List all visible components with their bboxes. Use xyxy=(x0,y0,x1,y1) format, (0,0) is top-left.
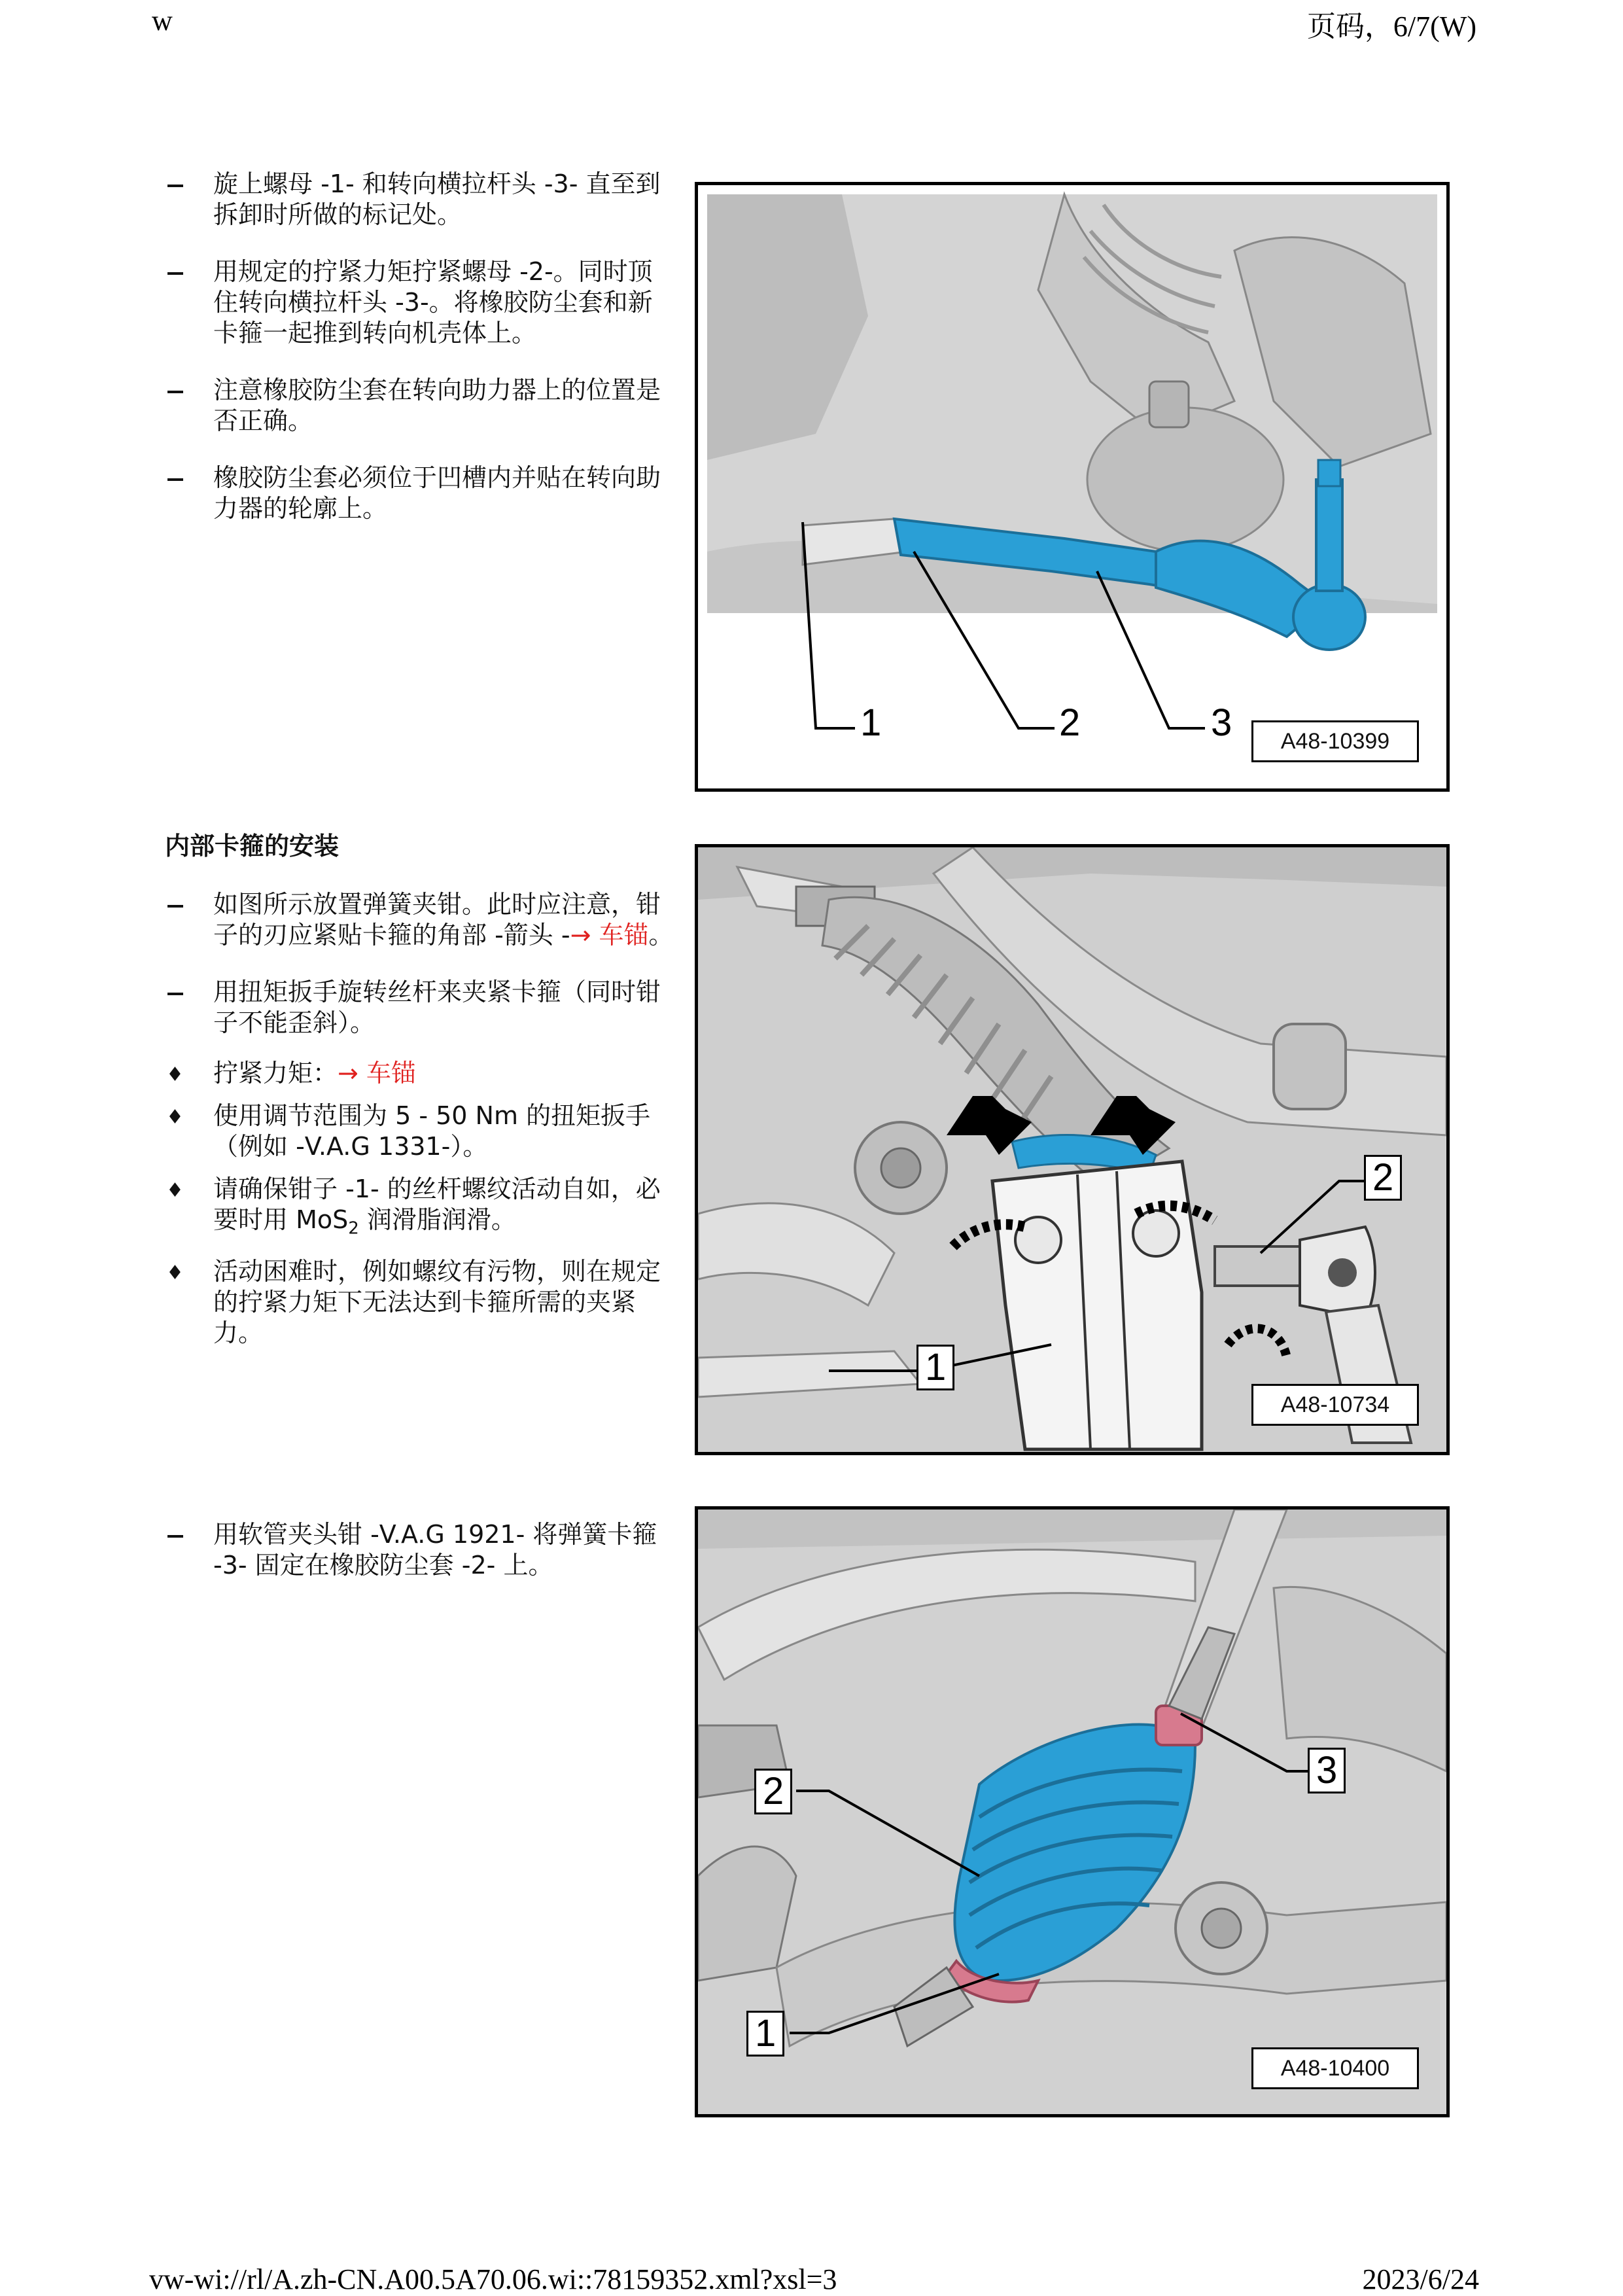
figure-code: A48-10400 xyxy=(1251,2047,1419,2089)
section1-steps xyxy=(165,169,675,550)
bullet-item: ♦ 使用调节范围为 5 - 50 Nm 的扭矩扳手（例如 -V.A.G 1331-）。 xyxy=(166,1101,651,1161)
callout-3: 3 xyxy=(1308,1748,1346,1793)
footer-date: 2023/6/24 xyxy=(1362,2263,1479,2295)
diamond-bullet-icon: ♦ xyxy=(166,1179,184,1202)
figure-clamp-pliers xyxy=(695,844,1450,1455)
callout-1: 1 xyxy=(916,1345,954,1390)
step-item: 用规定的拧紧力矩拧紧螺母 -2-。同时顶住转向横拉杆头 -3-。将橡胶防尘套和新卡箍一起推到转向机壳体上。 xyxy=(213,257,653,347)
figure-code: A48-10399 xyxy=(1251,720,1419,762)
figure-code: A48-10734 xyxy=(1251,1384,1419,1426)
callout-2: 2 xyxy=(1059,701,1081,744)
section-heading: 内部卡箍的安装 xyxy=(165,832,340,860)
diamond-bullet-icon: ♦ xyxy=(166,1106,184,1129)
bullet-item: ♦ 活动困难时，例如螺纹有污物，则在规定的拧紧力矩下无法达到卡箍所需的夹紧力。 xyxy=(166,1256,661,1347)
diamond-bullet-icon: ♦ xyxy=(166,1063,184,1086)
bullet-item: ♦ 请确保钳子 -1- 的丝杆螺纹活动自如，必要时用 MoS$_2$ 润滑脂润滑。 xyxy=(166,1174,661,1239)
figure-tie-rod xyxy=(695,182,1450,792)
step-item: 如图所示放置弹簧夹钳。此时应注意，钳子的刃应紧贴卡箍的角部 -箭头 -→ 车锚。 xyxy=(213,890,674,949)
section2-text xyxy=(165,831,675,1375)
callout-2: 2 xyxy=(754,1769,792,1814)
step-item: 旋上螺母 -1- 和转向横拉杆头 -3- 直至到拆卸时所做的标记处。 xyxy=(213,169,661,229)
torque-link[interactable]: → 车锚 xyxy=(338,1059,416,1087)
bullet-item: ♦ 拧紧力矩：→ 车锚 xyxy=(165,1058,675,1089)
step-item: 注意橡胶防尘套在转向助力器上的位置是否正确。 xyxy=(213,376,661,435)
callout-3: 3 xyxy=(1211,701,1232,744)
callout-1: 1 xyxy=(746,2011,784,2057)
tie-rod-illustration xyxy=(698,185,1446,788)
header-left: w xyxy=(152,5,173,37)
diamond-bullet-icon: ♦ xyxy=(166,1261,184,1284)
section3-text xyxy=(165,1519,675,1607)
boot-clamp-illustration xyxy=(698,1510,1446,2114)
step-item: 用软管夹头钳 -V.A.G 1921- 将弹簧卡箍 -3- 固定在橡胶防尘套 -2- 上。 xyxy=(213,1520,657,1580)
footer-url: vw-wi://rl/A.zh-CN.A00.5A70.06.wi::78159352.xml?xsl=3 xyxy=(149,2263,837,2295)
callout-1: 1 xyxy=(860,701,882,744)
callout-2: 2 xyxy=(1364,1155,1402,1201)
clamp-pliers-illustration xyxy=(698,847,1446,1452)
step-item: 橡胶防尘套必须位于凹槽内并贴在转向助力器的轮廓上。 xyxy=(213,463,661,523)
header-page-number: 页码，6/7(W) xyxy=(1306,10,1476,43)
figure-boot-clamp xyxy=(695,1506,1450,2117)
torque-link[interactable]: → 车锚 xyxy=(570,921,649,949)
step-item: 用扭矩扳手旋转丝杆来夹紧卡箍（同时钳子不能歪斜）。 xyxy=(213,978,661,1037)
